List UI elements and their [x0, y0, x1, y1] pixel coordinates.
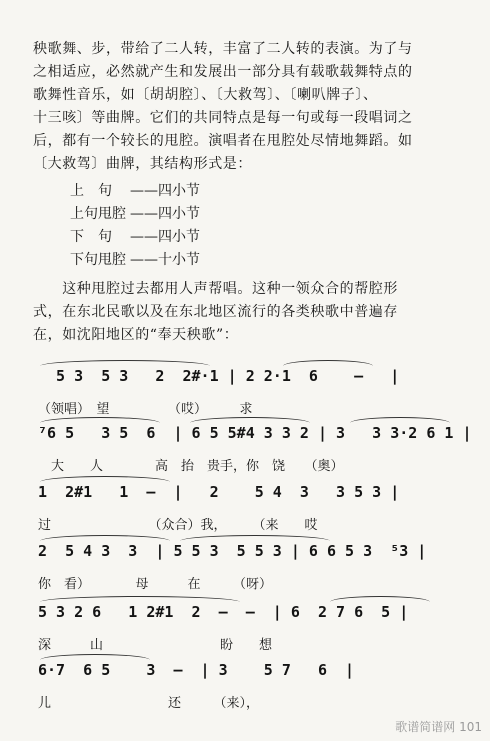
text-line: 〔大救驾〕曲牌，其结构形式是：	[33, 156, 252, 172]
structure-row: 上句甩腔 ——四小节	[70, 206, 200, 222]
lyrics-row: （领唱） 望 （哎） 求	[38, 402, 253, 417]
text-line: 这种甩腔过去都用人声帮唱。这种一领众合的帮腔形	[33, 281, 398, 297]
notation-row: 5 3 2 6 1 2#1 2 — — | 6 2 7 6 5 |	[38, 603, 409, 621]
text-line: 式，在东北民歌以及在东北地区流行的各类秧歌中普遍存	[33, 304, 398, 320]
lyrics-row: 过 （众合）我， （来 哎	[38, 518, 318, 533]
lyrics-row: 儿 还 （来），	[38, 696, 260, 711]
structure-list	[70, 180, 200, 272]
notation-row: 2 5 4 3 3 | 5 5 3 5 5 3 | 6 6 5 3 ⁵3 |	[38, 542, 427, 560]
slur-mark	[40, 417, 160, 424]
slur-mark	[350, 417, 450, 424]
text-line: 之相适应，必然就产生和发展出一部分具有载歌载舞特点的	[33, 64, 413, 80]
notation-row: 1 2#1 1 — | 2 5 4 3 3 5 3 |	[38, 483, 400, 501]
notation-row: ⁷6 5 3 5 6 | 6 5 5#4 3 3 2 | 3 3 3·2 6 1 |	[38, 424, 472, 442]
lyrics-row: 你 看） 母 在 （呀）	[38, 577, 273, 592]
text-line: 秧歌舞、步，带给了二人转，丰富了二人转的表演。为了与	[33, 41, 413, 57]
slur-mark	[40, 535, 170, 542]
slur-mark	[283, 360, 373, 367]
slur-mark	[190, 417, 310, 424]
slur-mark	[180, 535, 330, 542]
structure-row: 下 句 ——四小节	[70, 229, 200, 245]
lyrics-row: 深 山 盼 想	[38, 638, 273, 653]
structure-row: 上 句 ——四小节	[70, 183, 200, 199]
paragraph-1	[33, 38, 465, 176]
text-line: 在，如沈阳地区的“奉天秧歌”：	[33, 327, 239, 343]
slur-mark	[330, 596, 430, 603]
slur-mark	[40, 654, 150, 661]
slur-mark	[40, 476, 170, 483]
text-line: 后，都有一个较长的甩腔。演唱者在甩腔处尽情地舞蹈。如	[33, 133, 413, 149]
notation-row: 6·7 6 5 3 — | 3 5 7 6 |	[38, 661, 355, 679]
lyrics-row: 大 人 高 抬 贵手，你 饶 （奥）	[38, 459, 344, 474]
structure-row: 下句甩腔 ——十小节	[70, 252, 200, 268]
paragraph-2	[33, 278, 465, 347]
slur-mark	[40, 360, 210, 367]
watermark-footer: 歌谱简谱网 101	[395, 720, 482, 734]
text-line: 歌舞性音乐，如〔胡胡腔〕、〔大救驾〕、〔喇叭牌子〕、	[33, 87, 378, 103]
notation-row: 5 3 5 3 2 2#·1 | 2 2·1 6 — |	[38, 367, 400, 385]
text-line: 十三咳〕等曲牌。它们的共同特点是每一句或每一段唱词之	[33, 110, 413, 126]
slur-mark	[40, 596, 240, 603]
